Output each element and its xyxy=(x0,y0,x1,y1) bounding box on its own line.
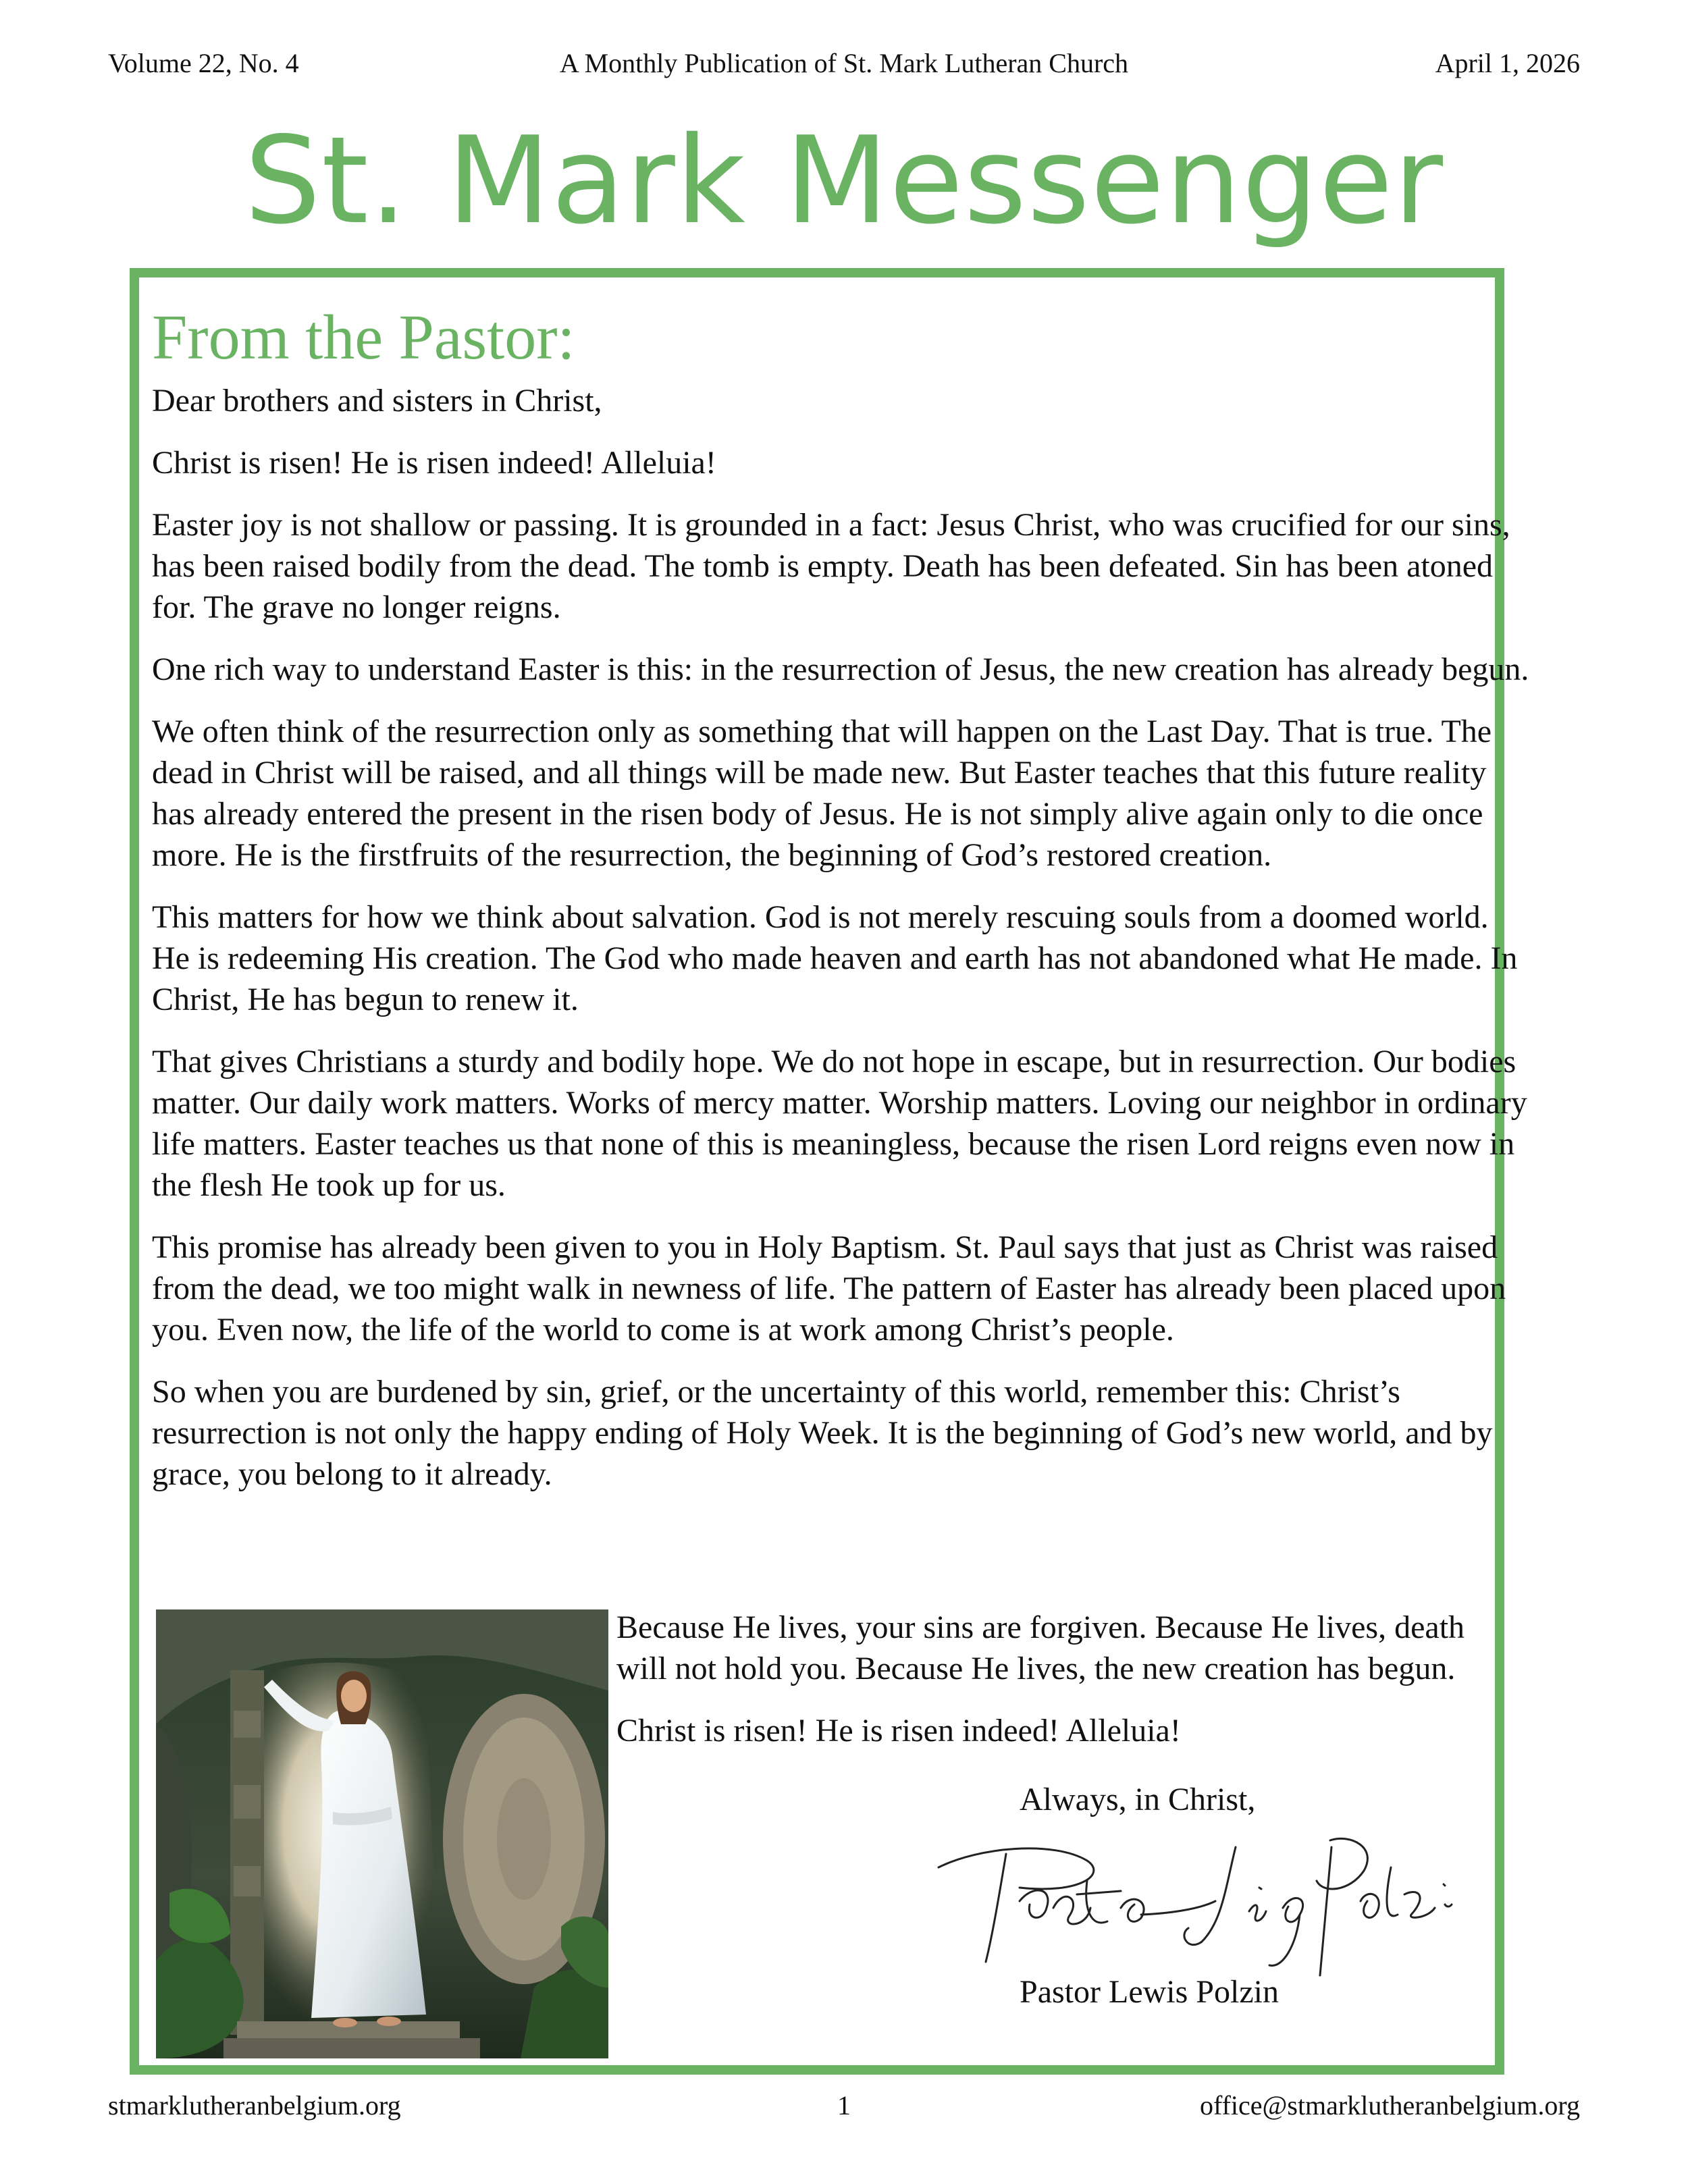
paragraph: Because He lives, your sins are forgiven. Because He lives, death will not hold you. Because He lives, the new creation has begun. xyxy=(616,1609,1465,1686)
paragraph: Christ is risen! He is risen indeed! Alleluia! xyxy=(616,1713,1181,1749)
article-body xyxy=(152,300,1529,1516)
signer-name: Pastor Lewis Polzin xyxy=(1020,1974,1279,2010)
paragraph: That gives Christians a sturdy and bodily hope. We do not hope in escape, but in resurrection. Our bodies matter. Our daily work matters. Works of mercy matter. Worship matters. Loving our neighbor in ordinary life matters. Easter teaches us that none of this is meaningless, because the risen Lord reigns even now in the flesh He took up for us. xyxy=(152,1044,1527,1203)
issue-date: April 1, 2026 xyxy=(1435,48,1580,78)
paragraph: Dear brothers and sisters in Christ, xyxy=(152,383,602,419)
volume-number: Volume 22, No. 4 xyxy=(108,48,299,78)
masthead-title: St. Mark Messenger xyxy=(244,111,1444,250)
website-link[interactable]: stmarklutheranbelgium.org xyxy=(108,2090,401,2121)
paragraph: We often think of the resurrection only as something that will happen on the Last Day. That is true. The dead in Christ will be raised, and all things will be made new. But Easter teaches that this future reality has already entered the present in the risen body of Jesus. He is not simply alive again only to die once more. He is the firstfruits of the resurrection, the beginning of God’s restored creation. xyxy=(152,714,1492,873)
paragraph: Christ is risen! He is risen indeed! Alleluia! xyxy=(152,445,716,481)
pastor-signature xyxy=(918,1820,1472,1996)
closing-section xyxy=(152,1607,1516,2052)
page-footer xyxy=(108,2089,1580,2130)
valediction: Always, in Christ, xyxy=(1020,1782,1256,1817)
publication-tagline: A Monthly Publication of St. Mark Lutheran Church xyxy=(559,48,1129,78)
paragraph: One rich way to understand Easter is this: in the resurrection of Jesus, the new creation has already begun. xyxy=(152,651,1529,687)
paragraph: So when you are burdened by sin, grief, or the uncertainty of this world, remember this: Christ’s resurrection is not only the happy ending of Holy Week. It is the beginning of God’s new world, and by grace, you belong to it already. xyxy=(152,1374,1493,1492)
section-heading: From the Pastor: xyxy=(152,302,575,373)
page-header xyxy=(108,47,1580,88)
page-number: 1 xyxy=(837,2090,851,2121)
closing-text xyxy=(616,1607,1521,1772)
risen-christ-image xyxy=(156,1609,608,2058)
paragraph: Easter joy is not shallow or passing. It is grounded in a fact: Jesus Christ, who was crucified for our sins, has been raised bodily from the dead. The tomb is empty. Death has been defeated. Sin has been atoned for. The grave no longer reigns. xyxy=(152,507,1510,625)
paragraph: This matters for how we think about salvation. God is not merely rescuing souls from a doomed world. He is redeeming His creation. The God who made heaven and earth has not abandoned what He made. In Christ, He has begun to renew it. xyxy=(152,899,1518,1017)
paragraph: This promise has already been given to you in Holy Baptism. St. Paul says that just as Christ was raised from the dead, we too might walk in newness of life. The pattern of Easter has already been placed upon you. Even now, the life of the world to come is at work among Christ’s people. xyxy=(152,1229,1506,1348)
email-link[interactable]: office@stmarklutheranbelgium.org xyxy=(1200,2090,1580,2121)
